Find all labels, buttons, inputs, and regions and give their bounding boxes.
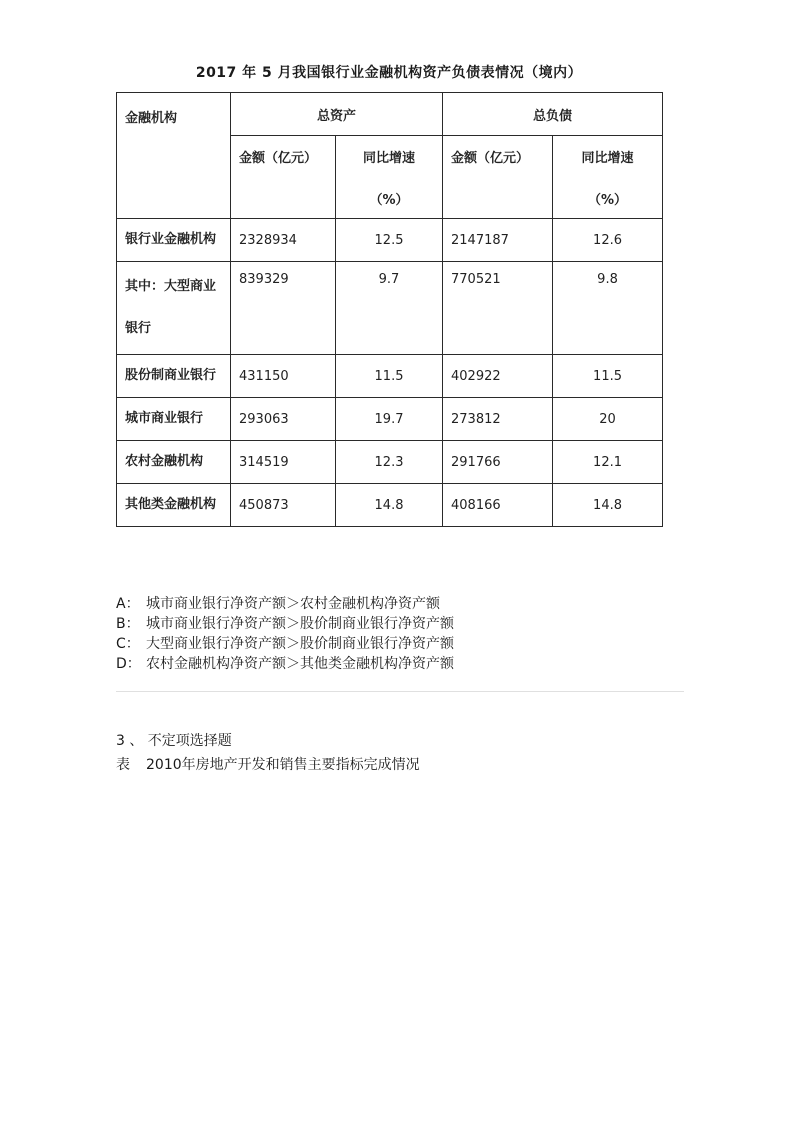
row-liab-yoy: 20	[553, 398, 663, 441]
row-assets-yoy: 19.7	[336, 398, 443, 441]
option-a[interactable]	[116, 594, 454, 614]
answer-options	[116, 594, 454, 674]
row-assets-yoy: 11.5	[336, 355, 443, 398]
row-institution-line1: 其中：大型商业	[125, 279, 217, 294]
option-c[interactable]	[116, 634, 454, 654]
header-assets-yoy-line2: （%）	[369, 193, 409, 208]
option-text: 城市商业银行净资产额＞农村金融机构净资产额	[146, 596, 440, 612]
balance-sheet-table	[116, 92, 663, 527]
row-liab-yoy: 11.5	[553, 355, 663, 398]
header-liab-yoy-line2: （%）	[588, 193, 628, 208]
header-total-liabilities: 总负债	[443, 93, 663, 136]
row-institution: 农村金融机构	[117, 441, 231, 484]
question-3-heading: 3 、 不定项选择题	[116, 733, 232, 749]
row-liab-yoy: 12.6	[553, 219, 663, 262]
header-total-assets: 总资产	[231, 93, 443, 136]
table-header-row	[117, 93, 663, 136]
question-3-table-caption	[116, 755, 420, 775]
header-assets-amount	[231, 136, 336, 219]
row-assets: 314519	[231, 441, 336, 484]
caption-text: 2010年房地产开发和销售主要指标完成情况	[146, 757, 420, 773]
option-b[interactable]	[116, 614, 454, 634]
row-assets: 431150	[231, 355, 336, 398]
table-title: 2017 年 5 月我国银行业金融机构资产负债表情况（境内）	[195, 65, 583, 81]
row-assets-yoy: 12.5	[336, 219, 443, 262]
row-liab-yoy: 14.8	[553, 484, 663, 527]
row-assets: 839329	[231, 262, 336, 355]
header-assets-amount-label: 金额（亿元）	[239, 151, 318, 166]
row-institution: 城市商业银行	[117, 398, 231, 441]
row-liab: 273812	[443, 398, 553, 441]
row-assets: 2328934	[231, 219, 336, 262]
header-institution: 金融机构	[117, 93, 231, 219]
header-assets-yoy	[336, 136, 443, 219]
row-institution: 银行业金融机构	[117, 219, 231, 262]
option-d[interactable]	[116, 654, 454, 674]
row-liab: 408166	[443, 484, 553, 527]
option-text: 农村金融机构净资产额＞其他类金融机构净资产额	[146, 656, 454, 672]
table-row	[117, 484, 663, 527]
header-liab-amount-label: 金额（亿元）	[451, 151, 530, 166]
table-row	[117, 441, 663, 484]
option-letter: C：	[116, 636, 140, 652]
option-letter: D：	[116, 656, 141, 672]
row-institution	[117, 262, 231, 355]
row-institution: 其他类金融机构	[117, 484, 231, 527]
row-institution: 股份制商业银行	[117, 355, 231, 398]
row-assets-yoy: 9.7	[336, 262, 443, 355]
table-row	[117, 262, 663, 355]
row-liab-yoy: 12.1	[553, 441, 663, 484]
row-assets: 450873	[231, 484, 336, 527]
row-institution-line2: 银行	[125, 321, 152, 336]
option-text: 城市商业银行净资产额＞股价制商业银行净资产额	[146, 616, 454, 632]
row-assets: 293063	[231, 398, 336, 441]
row-liab-yoy: 9.8	[553, 262, 663, 355]
header-liab-amount	[443, 136, 553, 219]
table-row	[117, 355, 663, 398]
option-letter: A：	[116, 596, 140, 612]
table-row	[117, 219, 663, 262]
row-assets-yoy: 14.8	[336, 484, 443, 527]
row-liab: 291766	[443, 441, 553, 484]
header-assets-yoy-line1: 同比增速	[363, 151, 416, 166]
table-row	[117, 398, 663, 441]
header-liab-yoy-line1: 同比增速	[581, 151, 634, 166]
caption-label: 表	[116, 757, 130, 773]
row-assets-yoy: 12.3	[336, 441, 443, 484]
section-divider	[116, 691, 684, 692]
row-liab: 770521	[443, 262, 553, 355]
row-liab: 2147187	[443, 219, 553, 262]
row-liab: 402922	[443, 355, 553, 398]
header-liab-yoy	[553, 136, 663, 219]
option-letter: B：	[116, 616, 140, 632]
option-text: 大型商业银行净资产额＞股价制商业银行净资产额	[146, 636, 454, 652]
